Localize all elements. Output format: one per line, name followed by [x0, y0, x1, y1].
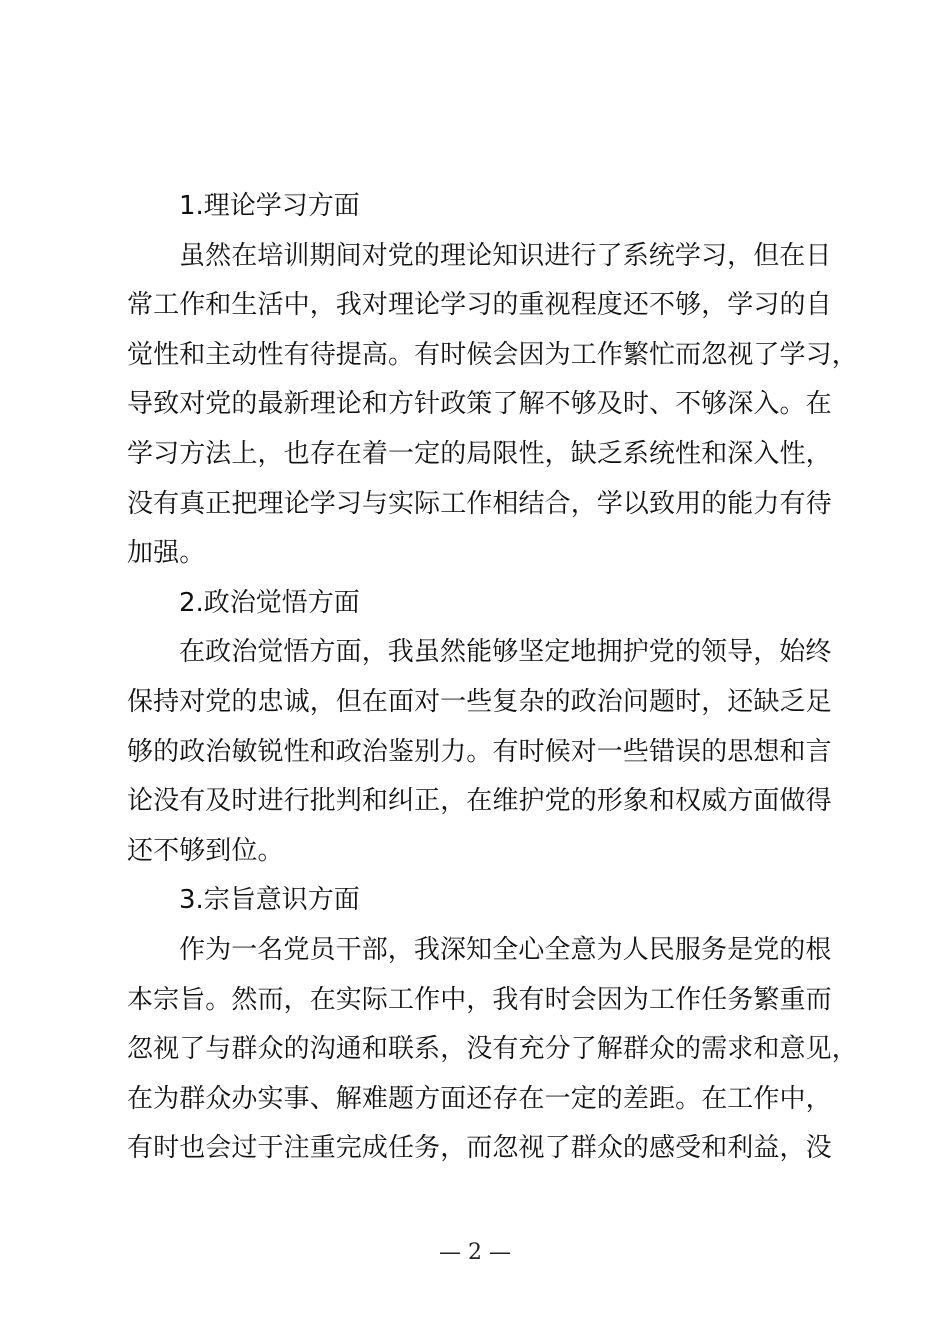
section-theory-study: [127, 182, 858, 579]
page-number: — 2 —: [439, 1240, 511, 1265]
paragraph-line: 在为群众办实事、解难题方面还存在一定的差距。在工作中，: [127, 1083, 832, 1114]
paragraph-line: 保持对党的忠诚，但在面对一些复杂的政治问题时，还缺乏足: [127, 686, 832, 717]
paragraph-line: 还不够到位。: [127, 835, 284, 866]
paragraph-line: 有时也会过于注重完成任务，而忽视了群众的感受和利益，没: [127, 1133, 832, 1164]
section-heading: 3.宗旨意识方面: [179, 885, 360, 916]
document-body: [127, 182, 858, 1174]
paragraph-line: 忽视了与群众的沟通和联系，没有充分了解群众的需求和意见，: [127, 1034, 858, 1065]
section-political-awareness: [127, 579, 833, 877]
section-heading: 1.理论学习方面: [179, 191, 360, 221]
section-heading: 2.政治觉悟方面: [179, 587, 360, 618]
paragraph-line: 论没有及时进行批判和纠正，在维护党的形象和权威方面做得: [127, 786, 832, 817]
paragraph-line: 没有真正把理论学习与实际工作相结合，学以致用的能力有待: [127, 488, 832, 519]
paragraph-line: 加强。: [127, 538, 206, 569]
paragraph-line: 觉性和主动性有待提高。有时候会因为工作繁忙而忽视了学习，: [127, 339, 858, 370]
section-paragraph: [127, 628, 833, 876]
paragraph-line: 虽然在培训期间对党的理论知识进行了系统学习，但在日: [179, 240, 832, 271]
paragraph-line: 作为一名党员干部，我深知全心全意为人民服务是党的根: [179, 934, 832, 965]
paragraph-line: 导致对党的最新理论和方针政策了解不够及时、不够深入。在: [127, 389, 832, 420]
paragraph-line: 本宗旨。然而，在实际工作中，我有时会因为工作任务繁重而: [127, 984, 832, 1015]
section-purpose-awareness: [127, 876, 858, 1174]
section-paragraph: [127, 926, 858, 1174]
section-paragraph: [127, 232, 858, 579]
paragraph-line: 学习方法上，也存在着一定的局限性，缺乏系统性和深入性，: [127, 438, 832, 469]
paragraph-line: 在政治觉悟方面，我虽然能够坚定地拥护党的领导，始终: [179, 637, 832, 668]
paragraph-line: 常工作和生活中，我对理论学习的重视程度还不够，学习的自: [127, 290, 832, 321]
paragraph-line: 够的政治敏锐性和政治鉴别力。有时候对一些错误的思想和言: [127, 736, 832, 767]
